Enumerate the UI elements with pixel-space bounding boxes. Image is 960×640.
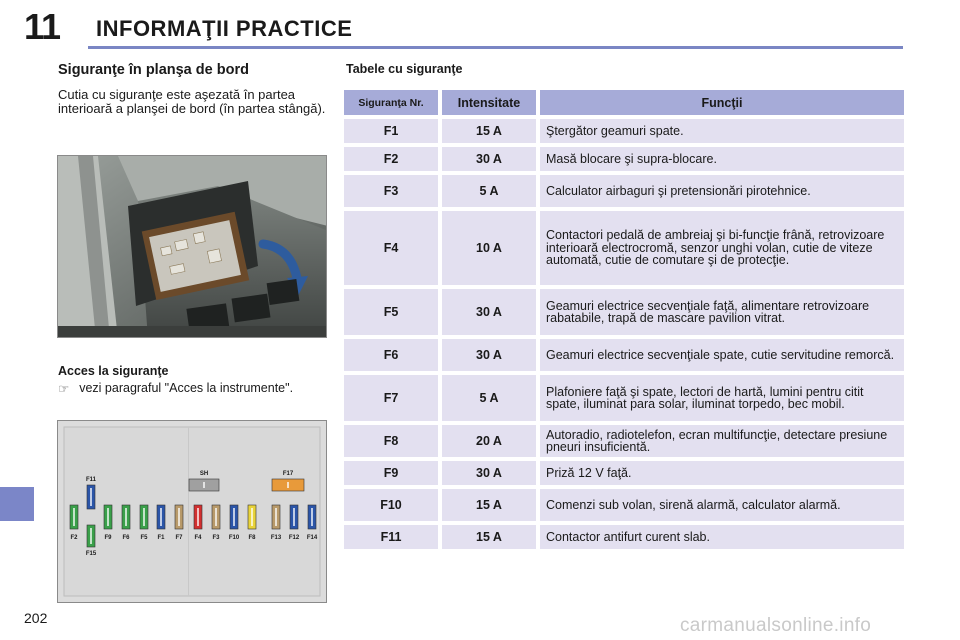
- fuse-f17: [272, 479, 304, 491]
- fuse-function: Geamuri electrice secvenţiale spate, cutie servitudine remorcă.: [540, 339, 904, 371]
- pointer-icon: ☞: [58, 382, 70, 396]
- fuse-intensity: 30 A: [442, 461, 540, 485]
- table-row: [344, 525, 904, 549]
- column-header-fuse-number: Siguranţa Nr.: [344, 90, 442, 115]
- fuse-f7: [175, 505, 183, 529]
- table-row: [344, 211, 904, 285]
- watermark: carmanualsonline.info: [680, 615, 872, 636]
- fuse-intensity: 30 A: [442, 289, 540, 335]
- fuse-f14: [308, 505, 316, 529]
- fuse-label: F2: [70, 535, 78, 541]
- fuse-label: F6: [122, 535, 130, 541]
- fuse-number: F8: [344, 425, 442, 457]
- fuse-f5: [140, 505, 148, 529]
- access-title: Acces la siguranţe: [58, 364, 169, 378]
- fuse-layout-diagram: [57, 420, 327, 603]
- fuse-number: F10: [344, 489, 442, 521]
- table-row: [344, 175, 904, 207]
- fuse-number: F6: [344, 339, 442, 371]
- fuse-label: F17: [282, 471, 294, 477]
- fuse-function: Calculator airbaguri şi pretensionări pirotehnice.: [540, 175, 904, 207]
- fuse-intensity: 15 A: [442, 119, 540, 143]
- header-rule: [88, 46, 903, 49]
- fuse-intensity: 15 A: [442, 525, 540, 549]
- fuse-label: F3: [212, 535, 220, 541]
- column-header-intensity: Intensitate: [442, 90, 540, 115]
- fuse-f3: [212, 505, 220, 529]
- fuse-label: F12: [288, 535, 300, 541]
- fuse-number: F1: [344, 119, 442, 143]
- chapter-number: 11: [24, 6, 61, 47]
- fuse-box-location-photo: [57, 155, 327, 338]
- fuse-f15: [87, 525, 95, 547]
- fuse-label: F10: [228, 535, 240, 541]
- fuse-label: SH: [199, 471, 209, 477]
- fuse-f2: [70, 505, 78, 529]
- fuse-number: F7: [344, 375, 442, 421]
- fuse-intensity: 15 A: [442, 489, 540, 521]
- intro-paragraph: Cutia cu siguranţe este aşezată în partea interioară a planşei de bord (în partea stângă).: [58, 87, 326, 116]
- table-title: Tabele cu siguranţe: [346, 62, 463, 76]
- fuse-f9: [104, 505, 112, 529]
- fuse-f8: [248, 505, 256, 529]
- fuse-intensity: 5 A: [442, 375, 540, 421]
- fuse-intensity: 20 A: [442, 425, 540, 457]
- table-row: [344, 339, 904, 371]
- fuse-f6: [122, 505, 130, 529]
- fuse-function: Plafoniere faţă şi spate, lectori de hartă, lumini pentru citit spate, iluminat para solar, iluminat torpedo, bec mobil.: [540, 375, 904, 421]
- fuse-function: Comenzi sub volan, sirenă alarmă, calculator alarmă.: [540, 489, 904, 521]
- fuse-label: F7: [175, 535, 183, 541]
- fuse-label: F8: [248, 535, 256, 541]
- fuse-label: F4: [194, 535, 202, 541]
- chapter-title: INFORMAŢII PRACTICE: [96, 16, 353, 41]
- fuse-label: F15: [85, 551, 97, 557]
- table-row: [344, 289, 904, 335]
- fuse-function: Autoradio, radiotelefon, ecran multifuncţie, detectare presiune pneuri insuficientă.: [540, 425, 904, 457]
- access-item-text: vezi paragraful "Acces la instrumente".: [79, 381, 294, 395]
- table-row: [344, 119, 904, 143]
- table-row: [344, 147, 904, 171]
- fuse-label: F5: [140, 535, 148, 541]
- fuse-f1: [157, 505, 165, 529]
- table-row: [344, 375, 904, 421]
- fuse-intensity: 30 A: [442, 339, 540, 371]
- fuse-function: Masă blocare şi supra-blocare.: [540, 147, 904, 171]
- fuse-f12: [290, 505, 298, 529]
- fuse-f4: [194, 505, 202, 529]
- fuse-number: F3: [344, 175, 442, 207]
- table-header-row: [344, 90, 904, 115]
- fuse-label: F1: [157, 535, 165, 541]
- fuse-layout-svg: [58, 421, 328, 604]
- fuse-number: F2: [344, 147, 442, 171]
- fuse-number: F4: [344, 211, 442, 285]
- fuse-intensity: 10 A: [442, 211, 540, 285]
- fuse-intensity: 30 A: [442, 147, 540, 171]
- fuse-f11: [87, 485, 95, 509]
- fuse-table: [344, 86, 904, 553]
- dashboard-illustration: [58, 156, 327, 338]
- fuse-label: F13: [270, 535, 282, 541]
- shunt-sh: [189, 479, 219, 491]
- fuse-number: F11: [344, 525, 442, 549]
- section-title: Siguranţe în planşa de bord: [58, 62, 249, 78]
- fuse-label: F14: [306, 535, 318, 541]
- table-row: [344, 425, 904, 457]
- fuse-label: F11: [85, 477, 97, 483]
- fuse-number: F5: [344, 289, 442, 335]
- fuse-function: Priză 12 V faţă.: [540, 461, 904, 485]
- fuse-label: F9: [104, 535, 112, 541]
- fuse-number: F9: [344, 461, 442, 485]
- page-number: 202: [24, 610, 48, 626]
- fuse-f13: [272, 505, 280, 529]
- fuse-f10: [230, 505, 238, 529]
- access-list-item: [58, 381, 293, 396]
- fuse-function: Contactor antifurt curent slab.: [540, 525, 904, 549]
- fuse-function: Contactori pedală de ambreiaj şi bi-funcţie frână, retrovizoare interioară electrocromă, senzor unghi volan, cutie de viteze automată, cutie de comutare şi de protecţie.: [540, 211, 904, 285]
- fuse-intensity: 5 A: [442, 175, 540, 207]
- column-header-functions: Funcţii: [540, 90, 904, 115]
- chapter-side-tab: [0, 487, 34, 521]
- table-row: [344, 461, 904, 485]
- fuse-function: Geamuri electrice secvenţiale faţă, alimentare retrovizoare rabatabile, trapă de mascare pavilion vitrat.: [540, 289, 904, 335]
- fuse-function: Ştergător geamuri spate.: [540, 119, 904, 143]
- table-row: [344, 489, 904, 521]
